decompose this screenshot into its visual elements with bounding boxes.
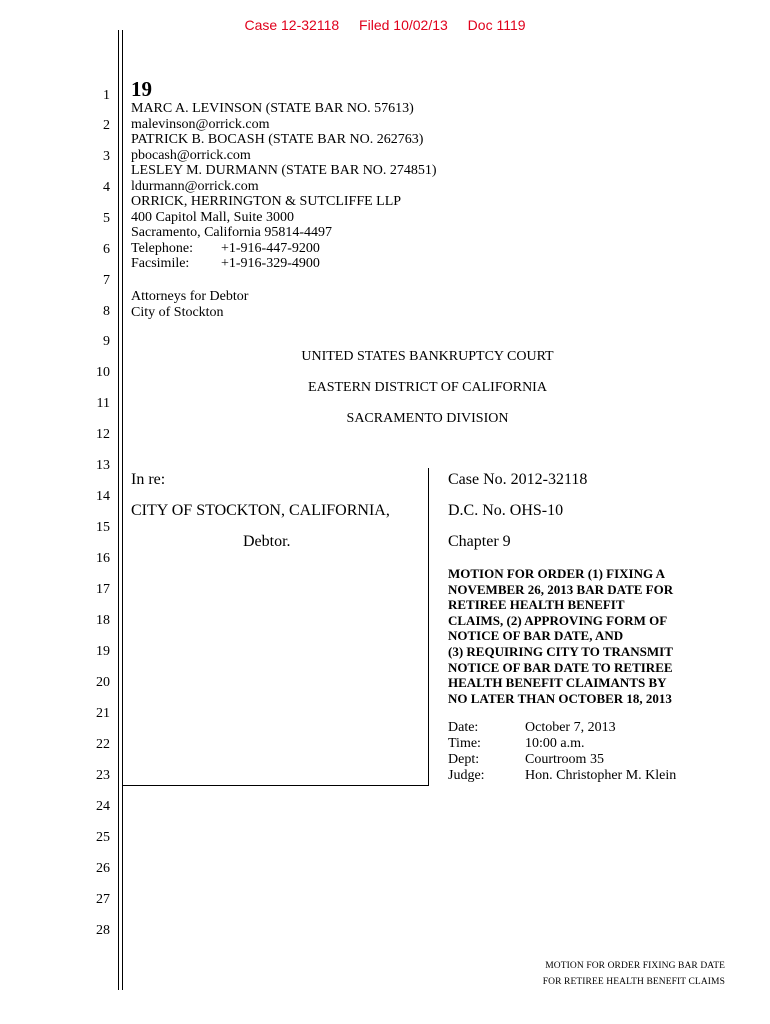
line-number: 13: [96, 458, 110, 473]
hearing-dept-label: Dept:: [448, 752, 480, 767]
hearing-date: [448, 720, 616, 736]
line-number: 25: [96, 830, 110, 845]
footer-title-line: FOR RETIREE HEALTH BENEFIT CLAIMS: [542, 977, 725, 987]
telephone-label: Telephone:: [131, 240, 193, 256]
attorney-block: [131, 101, 437, 272]
hearing-judge-value: Hon. Christopher M. Klein: [525, 768, 677, 783]
line-number: 6: [103, 242, 110, 257]
hearing-date-label: Date:: [448, 720, 479, 735]
telephone-line: [131, 241, 437, 257]
stamp-case-number: Case 12-32118: [244, 17, 340, 33]
line-number: 26: [96, 861, 110, 876]
line-number: 21: [96, 706, 110, 721]
caption-divider-vertical: [428, 468, 429, 786]
attorney-email: pbocash@orrick.com: [131, 147, 251, 163]
case-number: Case No. 2012-32118: [448, 471, 588, 488]
motion-title-line: (3) REQUIRING CITY TO TRANSMIT: [448, 643, 673, 659]
facsimile-line: [131, 256, 437, 272]
facsimile-value: +1-916-329-4900: [221, 256, 320, 271]
hearing-time-label: Time:: [448, 736, 481, 751]
stamp-filed-date: Filed 10/02/13: [359, 17, 448, 33]
court-name: UNITED STATES BANKRUPTCY COURT: [301, 349, 554, 364]
stamp-doc-number: Doc 1119: [467, 17, 526, 33]
line-number: 10: [96, 365, 110, 380]
telephone-value: +1-916-447-9200: [221, 240, 320, 256]
motion-title-line: MOTION FOR ORDER (1) FIXING A: [448, 566, 666, 581]
motion-title-line: HEALTH BENEFIT CLAIMANTS BY: [448, 675, 667, 691]
attorneys-for-line: Attorneys for Debtor: [131, 289, 249, 304]
footer-title-line: MOTION FOR ORDER FIXING BAR DATE: [545, 961, 725, 971]
motion-title: [448, 566, 723, 706]
line-number: 15: [96, 520, 110, 535]
motion-title-line: NOVEMBER 26, 2013 BAR DATE FOR: [448, 581, 674, 597]
hearing-date-value: October 7, 2013: [525, 720, 616, 735]
attorneys-for: [131, 289, 248, 320]
line-number: 16: [96, 551, 110, 566]
chapter-number: Chapter 9: [448, 533, 511, 550]
motion-title-line: NOTICE OF BAR DATE, AND: [448, 628, 624, 644]
dc-number: D.C. No. OHS-10: [448, 502, 564, 519]
margin-rule-outer: [118, 30, 119, 990]
hearing-judge-label: Judge:: [448, 768, 485, 783]
page-number: 19: [131, 77, 152, 101]
line-number: 17: [96, 582, 110, 597]
attorney-email: ldurmann@orrick.com: [131, 178, 259, 194]
attorneys-for-client: City of Stockton: [131, 304, 224, 320]
hearing-time: [448, 736, 585, 752]
caption-role: Debtor.: [243, 533, 291, 550]
line-number: 27: [96, 892, 110, 907]
motion-title-line: RETIREE HEALTH BENEFIT: [448, 597, 625, 613]
filing-stamp: [0, 17, 770, 33]
line-number: 24: [96, 799, 110, 814]
hearing-judge: [448, 768, 676, 784]
court-division: SACRAMENTO DIVISION: [346, 411, 509, 426]
line-number: 28: [96, 923, 110, 938]
motion-title-line: NO LATER THAN OCTOBER 18, 2013: [448, 690, 672, 706]
attorney-line: PATRICK B. BOCASH (STATE BAR NO. 262763): [131, 132, 424, 147]
facsimile-label: Facsimile:: [131, 256, 190, 271]
line-number: 23: [96, 768, 110, 783]
caption-in-re: In re:: [131, 471, 166, 488]
line-number: 2: [103, 118, 110, 133]
line-number: 5: [103, 211, 110, 226]
firm-city: Sacramento, California 95814-4497: [131, 225, 333, 240]
attorney-line: LESLEY M. DURMANN (STATE BAR NO. 274851): [131, 163, 437, 178]
motion-title-line: NOTICE OF BAR DATE TO RETIREE: [448, 659, 673, 675]
line-number: 11: [96, 396, 110, 411]
line-number: 20: [96, 675, 110, 690]
motion-title-line: CLAIMS, (2) APPROVING FORM OF: [448, 612, 668, 628]
line-number: 7: [103, 273, 110, 288]
caption-divider-horizontal: [123, 785, 429, 786]
hearing-dept: [448, 752, 604, 768]
line-number: 12: [96, 427, 110, 442]
line-number: 19: [96, 644, 110, 659]
attorney-line: MARC A. LEVINSON (STATE BAR NO. 57613): [131, 101, 414, 116]
line-number: 14: [96, 489, 110, 504]
line-number: 1: [103, 88, 110, 103]
line-number: 3: [103, 149, 110, 164]
line-number: 4: [103, 180, 110, 195]
caption-party: CITY OF STOCKTON, CALIFORNIA,: [131, 502, 390, 519]
court-district: EASTERN DISTRICT OF CALIFORNIA: [308, 380, 547, 395]
line-number: 9: [103, 334, 110, 349]
hearing-time-value: 10:00 a.m.: [525, 736, 585, 751]
line-number: 22: [96, 737, 110, 752]
firm-name: ORRICK, HERRINGTON & SUTCLIFFE LLP: [131, 194, 402, 209]
hearing-dept-value: Courtroom 35: [525, 752, 604, 767]
line-number: 18: [96, 613, 110, 628]
margin-rule-inner: [122, 30, 123, 990]
line-number: 8: [103, 304, 110, 319]
attorney-email: malevinson@orrick.com: [131, 116, 270, 132]
firm-address: 400 Capitol Mall, Suite 3000: [131, 209, 294, 225]
